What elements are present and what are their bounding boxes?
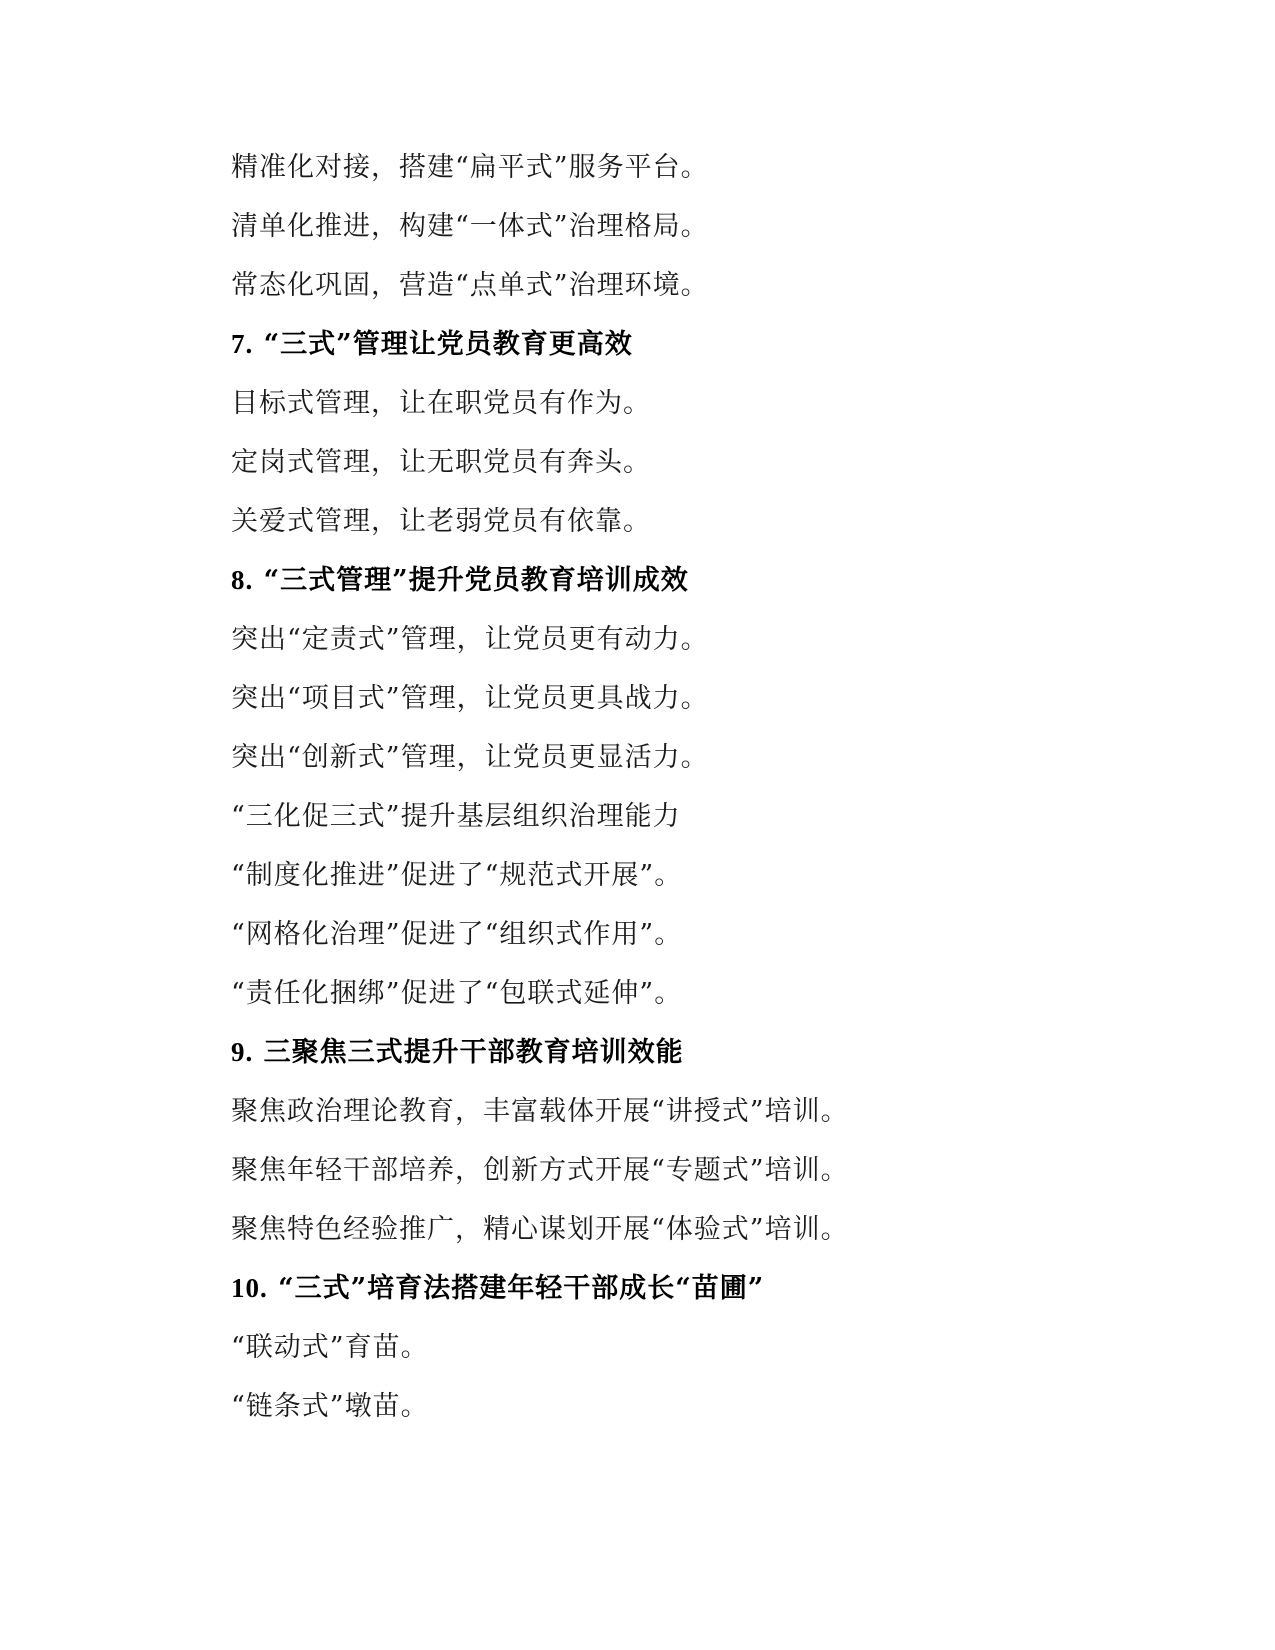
paragraph: 突出“创新式”管理，让党员更显活力。	[231, 742, 709, 773]
document-body	[231, 138, 1191, 1436]
section-title: “三式”培育法搭建年轻干部成长“苗圃”	[278, 1273, 765, 1304]
section-number: 7.	[231, 329, 254, 359]
paragraph: 目标式管理，让在职党员有作为。	[231, 388, 651, 419]
paragraph: 关爱式管理，让老弱党员有依靠。	[231, 506, 651, 537]
section-heading	[231, 1259, 1191, 1318]
section-heading	[231, 315, 1191, 374]
paragraph: “三化促三式”提升基层组织治理能力	[231, 801, 681, 832]
paragraph: “制度化推进”促进了“规范式开展”。	[231, 860, 683, 891]
paragraph: 突出“定责式”管理，让党员更有动力。	[231, 624, 709, 655]
section-title: “三式管理”提升党员教育培训成效	[263, 565, 689, 596]
paragraph: 清单化推进，构建“一体式”治理格局。	[231, 211, 709, 242]
paragraph: 聚焦政治理论教育，丰富载体开展“讲授式”培训。	[231, 1096, 849, 1127]
paragraph: 精准化对接，搭建“扁平式”服务平台。	[231, 152, 709, 183]
paragraph: “责任化捆绑”促进了“包联式延伸”。	[231, 978, 683, 1009]
section-number: 9.	[231, 1037, 254, 1067]
section-heading	[231, 551, 1191, 610]
section-number: 8.	[231, 565, 254, 595]
section-heading	[231, 1023, 1191, 1082]
paragraph: 定岗式管理，让无职党员有奔头。	[231, 447, 651, 478]
paragraph: 聚焦特色经验推广，精心谋划开展“体验式”培训。	[231, 1214, 849, 1245]
section-number: 10.	[231, 1273, 268, 1303]
paragraph: 常态化巩固，营造“点单式”治理环境。	[231, 270, 709, 301]
section-title: 三聚焦三式提升干部教育培训效能	[263, 1037, 684, 1068]
paragraph: “联动式”育苗。	[231, 1332, 429, 1363]
paragraph: 突出“项目式”管理，让党员更具战力。	[231, 683, 709, 714]
paragraph: “网格化治理”促进了“组织式作用”。	[231, 919, 683, 950]
paragraph: “链条式”墩苗。	[231, 1391, 429, 1422]
section-title: “三式”管理让党员教育更高效	[263, 329, 633, 360]
paragraph: 聚焦年轻干部培养，创新方式开展“专题式”培训。	[231, 1155, 849, 1186]
